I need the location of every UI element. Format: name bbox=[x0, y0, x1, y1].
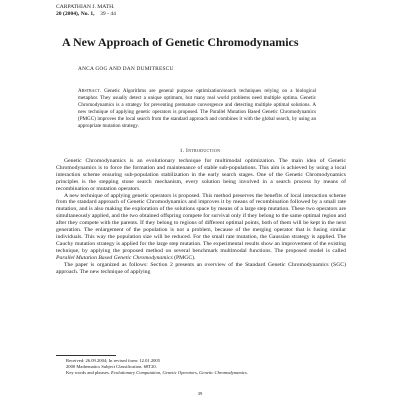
journal-issue: 20 (2004), No. 1, bbox=[56, 10, 95, 17]
paragraph bbox=[56, 193, 346, 262]
body-text bbox=[56, 158, 346, 275]
paragraph-text: A new technique of applying genetic operators is proposed. This method preserves the benefits of local interaction scheme from the standard approach of Genetic Chromodynamics and improves it by means of recombination followed by a small rate mutation, and is also making the exploration of the solutions space by means of a large step mutation. These two operators are simultaneously applied, and the two obtained offspring compete for survival only if they belong to the same optimal region and after they compete with the parents. If they belong to regions of different optimal points, both of them will be kept in the next generation. The enlargement of the population is not a problem, because of the merging operator that is fusing similar individuals. This way the population size will be reduced. For the small rate mutation, the Gaussian strategy is applied. The Cauchy mutation strategy is applied for the large step mutation. The experimental results show an improvement of the existing technique, by applying the proposed method on several benchmark multimodal functions. The proposed model is called bbox=[56, 192, 346, 254]
abstract bbox=[78, 88, 316, 129]
abstract-text: Genetic Algorithms are general purpose optimization/search techniques relying on a biological metaphor. They usually detect a unique optimum, but many real world problems need multiple optima. Genetic Chromodynamics is a strategy for preventing premature convergence and detecting multiple optimal solutions. A new technique of applying genetic operators is proposed. The Parallel Mutation Based Genetic Chromodynamics (PMGC) improves the local search from the standard approach and combines it with the global search, by using an appropriate mutation strategy. bbox=[78, 88, 316, 129]
keywords-note bbox=[56, 370, 346, 376]
journal-name: CARPATHIAN J. MATH. bbox=[56, 4, 115, 10]
paper-title: A New Approach of Genetic Chromodynamics bbox=[62, 35, 299, 49]
footnotes bbox=[56, 358, 346, 376]
paragraph: Genetic Chromodynamics is an evolutionary technique for multimodal optimization. The main idea of Genetic Chromodynamics is to force the formation and maintenance of stable sub-populations. This aim is achieved by using a local interaction scheme ensuring sub-population stabilization in the early search stages. One of the Genetic Chromodynamics principles is the stepping stone search mechanism, every solution being involved in a search process by means of recombination or mutation operators. bbox=[56, 158, 346, 192]
journal-pages: 39 - 44 bbox=[100, 10, 116, 17]
received-note: Received: 26.09.2004; In revised form: 12.01.2005 bbox=[66, 358, 161, 363]
journal-issue-line bbox=[56, 11, 116, 18]
page-number: 39 bbox=[197, 391, 203, 396]
msc-note: 2000 Mathematics Subject Classification. 68T20. bbox=[66, 364, 157, 369]
footnote-rule bbox=[56, 355, 116, 356]
section-heading: 1. Introduction bbox=[179, 148, 221, 154]
paragraph: The paper is organized as follows: Section 2 presents an overview of the Standard Genetic Chromodynamics (SGC) approach. The new technique of applying bbox=[56, 261, 346, 275]
model-abbr: (PMGC). bbox=[174, 254, 196, 261]
journal-header bbox=[56, 4, 116, 18]
paper-authors: ANCA GOG AND DAN DUMITRESCU bbox=[78, 66, 174, 72]
keywords-label: Key words and phrases. bbox=[66, 370, 110, 375]
model-name: Parallel Mutation Based Genetic Chromodynamics bbox=[56, 254, 173, 261]
abstract-label: Abstract. bbox=[78, 88, 101, 94]
keywords: Evolutionary Computation, Genetic Operators, Genetic Chromodynamics. bbox=[111, 370, 248, 375]
